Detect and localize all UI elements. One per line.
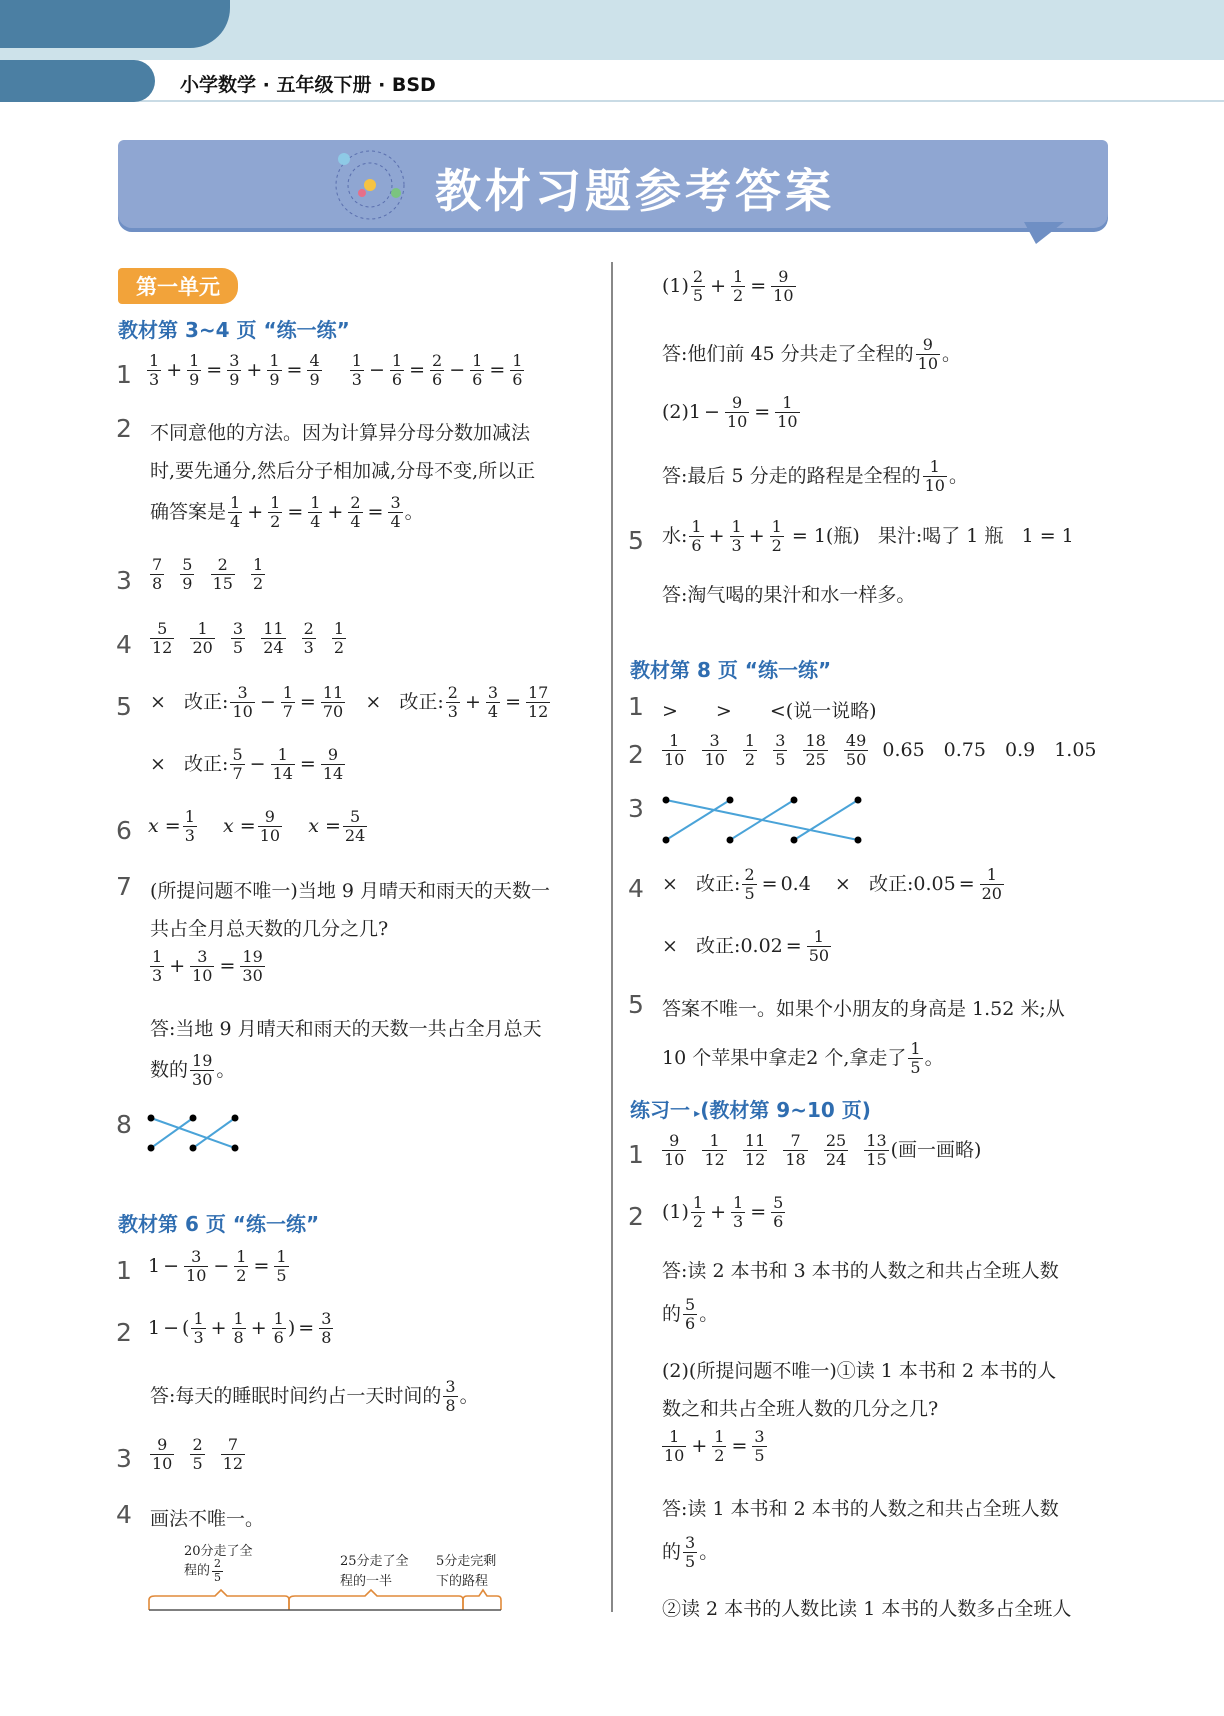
answer-line: × 改正: $\frac{2}{5}$ = 0.4 × 改正:0.05 = $\frac{1}{20}$ bbox=[662, 865, 1002, 904]
text: 果汁:喝了 1 瓶 bbox=[877, 524, 1004, 547]
answer-line: $\frac{1}{10}$ + $\frac{1}{2}$ = $\frac{3}{5}$ bbox=[664, 1427, 765, 1466]
q-number: 3 bbox=[116, 566, 132, 595]
diagram-label: 下的路程 bbox=[436, 1574, 489, 1589]
answer-line: 数的 $\frac{19}{30}$ 。 bbox=[150, 1051, 236, 1090]
text-line: 共占全月总天数的几分之几? bbox=[150, 918, 389, 940]
book-title: 小学数学 · 五年级下册 · BSD bbox=[180, 74, 436, 96]
text: 答:最后 5 分走的路程是全程的 bbox=[662, 464, 921, 487]
q-number: 2 bbox=[116, 1318, 132, 1347]
matching-diagram bbox=[145, 1112, 241, 1156]
text-line: ②读 2 本书的人数比读 1 本书的人数多占全班人 bbox=[662, 1598, 1072, 1620]
answer-line: $\frac{1}{3}$ + $\frac{1}{9}$ = $\frac{3}{9}$ + $\frac{1}{9}$ = $\frac{4}{9}$ $\frac{1}{3}$ − $\frac{1}{6}$ = $\frac{2}{6}$ − $\frac{1}{6}$ = $\frac{1}{6}$ bbox=[149, 351, 523, 390]
text: 改正: bbox=[868, 872, 914, 895]
q-number: 3 bbox=[628, 794, 644, 823]
orbit-icon bbox=[330, 145, 410, 225]
answer-line: x = $\frac{1}{3}$ x = $\frac{9}{10}$ x = $\frac{5}{24}$ bbox=[148, 807, 366, 846]
text-line: (2)(所提问题不唯一)①读 1 本书和 2 本书的人 bbox=[662, 1360, 1057, 1382]
text: (教材第 9~10 页) bbox=[700, 1098, 871, 1122]
text: 改正: bbox=[184, 752, 229, 775]
q-number: 1 bbox=[628, 692, 644, 721]
answer-line: (1) $\frac{2}{5}$ + $\frac{1}{2}$ = $\frac{9}{10}$ bbox=[662, 267, 794, 306]
text: 0.65 0.75 0.9 1.05 bbox=[882, 738, 1097, 761]
text: 练习一 bbox=[630, 1098, 690, 1122]
text: 的 bbox=[662, 1540, 682, 1563]
answer-line: $\frac{1}{10}$ $\frac{3}{10}$ $\frac{1}{2}$ $\frac{3}{5}$ $\frac{18}{25}$ $\frac{49}{50}$ 0.65 0.75 0.9 1.05 bbox=[664, 731, 1097, 770]
text-line: 答:当地 9 月晴天和雨天的天数一共占全月总天 bbox=[150, 1018, 542, 1040]
text: 改正: bbox=[399, 690, 444, 713]
text-line: 答案不唯一。如果个小朋友的身高是 1.52 米;从 bbox=[662, 998, 1065, 1020]
diagram-label: 程的一半 bbox=[340, 1574, 393, 1589]
answer-line: 1 − $\frac{3}{10}$ − $\frac{1}{2}$ = $\frac{1}{5}$ bbox=[148, 1247, 287, 1286]
answer-line: × 改正: $\frac{3}{10}$ − $\frac{1}{7}$ = $\frac{11}{70}$ × 改正: $\frac{2}{3}$ + $\frac{3}{4}$ = $\frac{17}{12}$ bbox=[150, 683, 549, 722]
answer-line: × 改正:0.02 = $\frac{1}{50}$ bbox=[662, 927, 830, 966]
text-line: 数之和共占全班人数的几分之几? bbox=[662, 1398, 939, 1420]
text-line: 答:淘气喝的果汁和水一样多。 bbox=[662, 584, 916, 606]
q-number: 7 bbox=[116, 872, 132, 901]
q-number: 8 bbox=[116, 1110, 132, 1139]
q-number: 3 bbox=[116, 1444, 132, 1473]
answer-line: (1) $\frac{1}{2}$ + $\frac{1}{3}$ = $\frac{5}{6}$ bbox=[662, 1193, 784, 1232]
text: 的 bbox=[662, 1302, 682, 1325]
header-tab bbox=[0, 0, 230, 48]
answer-line: 答:他们前 45 分共走了全程的 $\frac{9}{10}$ 。 bbox=[662, 335, 962, 374]
answer-line: (2)1 − $\frac{9}{10}$ = $\frac{1}{10}$ bbox=[662, 393, 798, 432]
banner-tail bbox=[1016, 222, 1064, 244]
answer-line: $\frac{9}{10}$ $\frac{1}{12}$ $\frac{11}{12}$ $\frac{7}{18}$ $\frac{25}{24}$ $\frac{13}{15}$ (画一画略) bbox=[664, 1131, 982, 1170]
matching-diagram bbox=[660, 794, 864, 846]
answer-line: 10 个苹果中拿走2 个,拿走了 $\frac{1}{5}$ 。 bbox=[662, 1039, 944, 1078]
q-number: 1 bbox=[116, 1256, 132, 1285]
text: (画一画略) bbox=[890, 1138, 982, 1161]
text: 改正: bbox=[696, 872, 741, 895]
text: 10 个苹果中拿走2 个,拿走了 bbox=[662, 1046, 907, 1069]
text-line: (所提问题不唯一)当地 9 月晴天和雨天的天数一 bbox=[150, 880, 550, 902]
section-heading-2: 教材第 6 页 “练一练” bbox=[118, 1212, 320, 1236]
q-number: 6 bbox=[116, 816, 132, 845]
text: 答:他们前 45 分共走了全程的 bbox=[662, 342, 914, 365]
q-number: 5 bbox=[116, 692, 132, 721]
sub-tab bbox=[0, 60, 155, 102]
answer-line: $\frac{5}{12}$ $\frac{1}{20}$ $\frac{3}{5}$ $\frac{11}{24}$ $\frac{2}{3}$ $\frac{1}{2}$ bbox=[152, 619, 345, 658]
answer-line: 的 $\frac{5}{6}$ 。 bbox=[662, 1295, 719, 1334]
q-number: 4 bbox=[628, 874, 644, 903]
text: 1 = 1 bbox=[1021, 524, 1074, 547]
unit-label: 第一单元 bbox=[118, 268, 238, 304]
answer-line: 答:最后 5 分走的路程是全程的 $\frac{1}{10}$ 。 bbox=[662, 457, 968, 496]
diagram-label: 5分走完剩 bbox=[436, 1554, 497, 1569]
answer-line: 1 − ( $\frac{1}{3}$ + $\frac{1}{8}$ + $\frac{1}{6}$ ) = $\frac{3}{8}$ bbox=[148, 1309, 332, 1348]
text: 确答案是 bbox=[150, 500, 227, 523]
distance-diagram bbox=[145, 1588, 505, 1614]
answer-line: $\frac{7}{8}$ $\frac{5}{9}$ $\frac{2}{15}$ $\frac{1}{2}$ bbox=[152, 555, 264, 594]
diagram-label: 程的 $\frac{2}{5}$ bbox=[184, 1557, 222, 1584]
q-number: 2 bbox=[116, 414, 132, 443]
page-title: 教材习题参考答案 bbox=[435, 164, 835, 218]
diagram-label: 25分走了全 bbox=[340, 1554, 409, 1569]
text-line: 答:读 1 本书和 2 本书的人数之和共占全班人数 bbox=[662, 1498, 1059, 1520]
text-line: > > <(说一说略) bbox=[662, 700, 877, 722]
diagram-label: 20分走了全 bbox=[184, 1544, 253, 1559]
q-number: 1 bbox=[116, 360, 132, 389]
text: 数的 bbox=[150, 1058, 189, 1081]
column-divider bbox=[611, 262, 613, 1612]
q-number: 4 bbox=[116, 1500, 132, 1529]
answer-line: 的 $\frac{3}{5}$ 。 bbox=[662, 1533, 719, 1572]
section-heading-4: 练习一 ▸(教材第 9~10 页) bbox=[630, 1098, 871, 1122]
section-heading-1: 教材第 3~4 页 “练一练” bbox=[118, 318, 350, 342]
text: = 1(瓶) bbox=[791, 524, 860, 547]
q-number: 1 bbox=[628, 1140, 644, 1169]
q-number: 2 bbox=[628, 1202, 644, 1231]
text-line: 不同意他的方法。因为计算异分母分数加减法 bbox=[150, 422, 531, 444]
answer-line: 答:每天的睡眠时间约占一天时间的 $\frac{3}{8}$ 。 bbox=[150, 1377, 479, 1416]
answer-line: 确答案是 $\frac{1}{4}$ + $\frac{1}{2}$ = $\frac{1}{4}$ + $\frac{2}{4}$ = $\frac{3}{4}$ 。 bbox=[150, 493, 424, 532]
text: 改正: bbox=[696, 934, 741, 957]
text: 答:每天的睡眠时间约占一天时间的 bbox=[150, 1384, 442, 1407]
answer-line: $\frac{1}{3}$ + $\frac{3}{10}$ = $\frac{19}{30}$ bbox=[152, 947, 263, 986]
text: 水: bbox=[662, 524, 688, 547]
text-line: 答:读 2 本书和 3 本书的人数之和共占全班人数 bbox=[662, 1260, 1059, 1282]
q-number: 5 bbox=[628, 990, 644, 1019]
text-line: 画法不唯一。 bbox=[150, 1508, 265, 1530]
section-heading-3: 教材第 8 页 “练一练” bbox=[630, 658, 832, 682]
answer-line: 水: $\frac{1}{6}$ + $\frac{1}{3}$ + $\frac{1}{2}$ = 1(瓶) 果汁:喝了 1 瓶 1 = 1 bbox=[662, 517, 1074, 556]
text: 改正: bbox=[184, 690, 229, 713]
q-number: 2 bbox=[628, 740, 644, 769]
q-number: 4 bbox=[116, 630, 132, 659]
answer-line: $\frac{9}{10}$ $\frac{2}{5}$ $\frac{7}{12}$ bbox=[152, 1435, 244, 1474]
q-number: 5 bbox=[628, 526, 644, 555]
answer-line: × 改正: $\frac{5}{7}$ − $\frac{1}{14}$ = $\frac{9}{14}$ bbox=[150, 745, 344, 784]
text-line: 时,要先通分,然后分子相加减,分母不变,所以正 bbox=[150, 460, 536, 482]
